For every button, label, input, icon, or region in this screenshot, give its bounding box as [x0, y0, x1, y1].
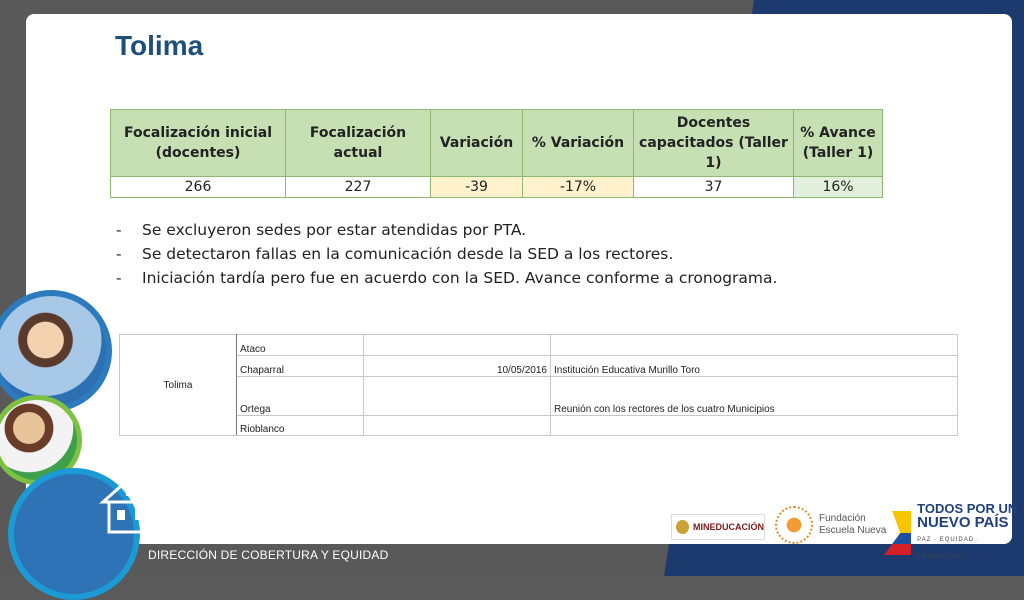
escuela-nueva-emblem-icon: [775, 506, 813, 544]
header-variacion: Variación: [431, 110, 523, 177]
fundacion-escuela-nueva-logo: [775, 506, 886, 544]
table-row: [120, 377, 958, 416]
summary-table: [110, 109, 883, 198]
header-focalizacion-inicial: Focalización inicial (docentes): [111, 110, 286, 177]
colombia-seal-icon: [676, 520, 689, 534]
todos-por-un-nuevo-pais-logo: [884, 502, 1024, 564]
header-focalizacion-actual: Focalización actual: [286, 110, 431, 177]
municipality-cell: Ataco: [237, 335, 364, 356]
header-porcentaje-avance: % Avance (Taller 1): [794, 110, 883, 177]
footer-department-label: DIRECCIÓN DE COBERTURA Y EQUIDAD: [148, 548, 389, 562]
description-cell: Institución Educativa Murillo Toro: [551, 356, 958, 377]
table-row: [120, 416, 958, 436]
date-cell: 10/05/2016: [364, 356, 551, 377]
table-row: [120, 356, 958, 377]
colombia-flag-icon: [884, 511, 911, 555]
value-variacion: -39: [431, 177, 523, 198]
bullet-text: Iniciación tardía pero fue en acuerdo con la SED. Avance conforme a cronograma.: [142, 269, 778, 287]
value-focalizacion-inicial: 266: [111, 177, 286, 198]
bullet-text: Se detectaron fallas en la comunicación desde la SED a los rectores.: [142, 245, 674, 263]
tpnp-label: TODOS POR UN NUEVO PAÍS PAZ · EQUIDAD · EDUCACIÓN: [917, 501, 1018, 560]
date-cell: [364, 377, 551, 416]
detail-table: [119, 334, 958, 436]
school-house-icon: [95, 470, 165, 540]
mineducacion-logo: [671, 514, 765, 540]
header-docentes-capacitados: Docentes capacitados (Taller 1): [634, 110, 794, 177]
header-porcentaje-variacion: % Variación: [523, 110, 634, 177]
value-porcentaje-variacion: -17%: [523, 177, 634, 198]
summary-value-row: [111, 177, 883, 198]
date-cell: [364, 416, 551, 436]
list-item: [116, 242, 777, 266]
description-cell: Reunión con los rectores de los cuatro Municipios: [551, 377, 958, 416]
bullet-dash: -: [116, 221, 122, 239]
bullet-text: Se excluyeron sedes por estar atendidas por PTA.: [142, 221, 527, 239]
list-item: [116, 266, 777, 290]
value-focalizacion-actual: 227: [286, 177, 431, 198]
value-docentes-capacitados: 37: [634, 177, 794, 198]
summary-header-row: [111, 110, 883, 177]
department-cell: Tolima: [120, 335, 237, 436]
bullet-dash: -: [116, 245, 122, 263]
bullet-dash: -: [116, 269, 122, 287]
date-cell: [364, 335, 551, 356]
observations-list: [116, 218, 777, 290]
municipality-cell: Chaparral: [237, 356, 364, 377]
municipality-cell: Ortega: [237, 377, 364, 416]
municipality-cell: Rioblanco: [237, 416, 364, 436]
description-cell: [551, 416, 958, 436]
mineducacion-label: MINEDUCACIÓN: [693, 522, 764, 532]
slide-title: Tolima: [115, 30, 204, 61]
description-cell: [551, 335, 958, 356]
value-porcentaje-avance: 16%: [794, 177, 883, 198]
table-row: [120, 335, 958, 356]
list-item: [116, 218, 777, 242]
fundacion-label: Fundación Escuela Nueva: [819, 513, 887, 536]
